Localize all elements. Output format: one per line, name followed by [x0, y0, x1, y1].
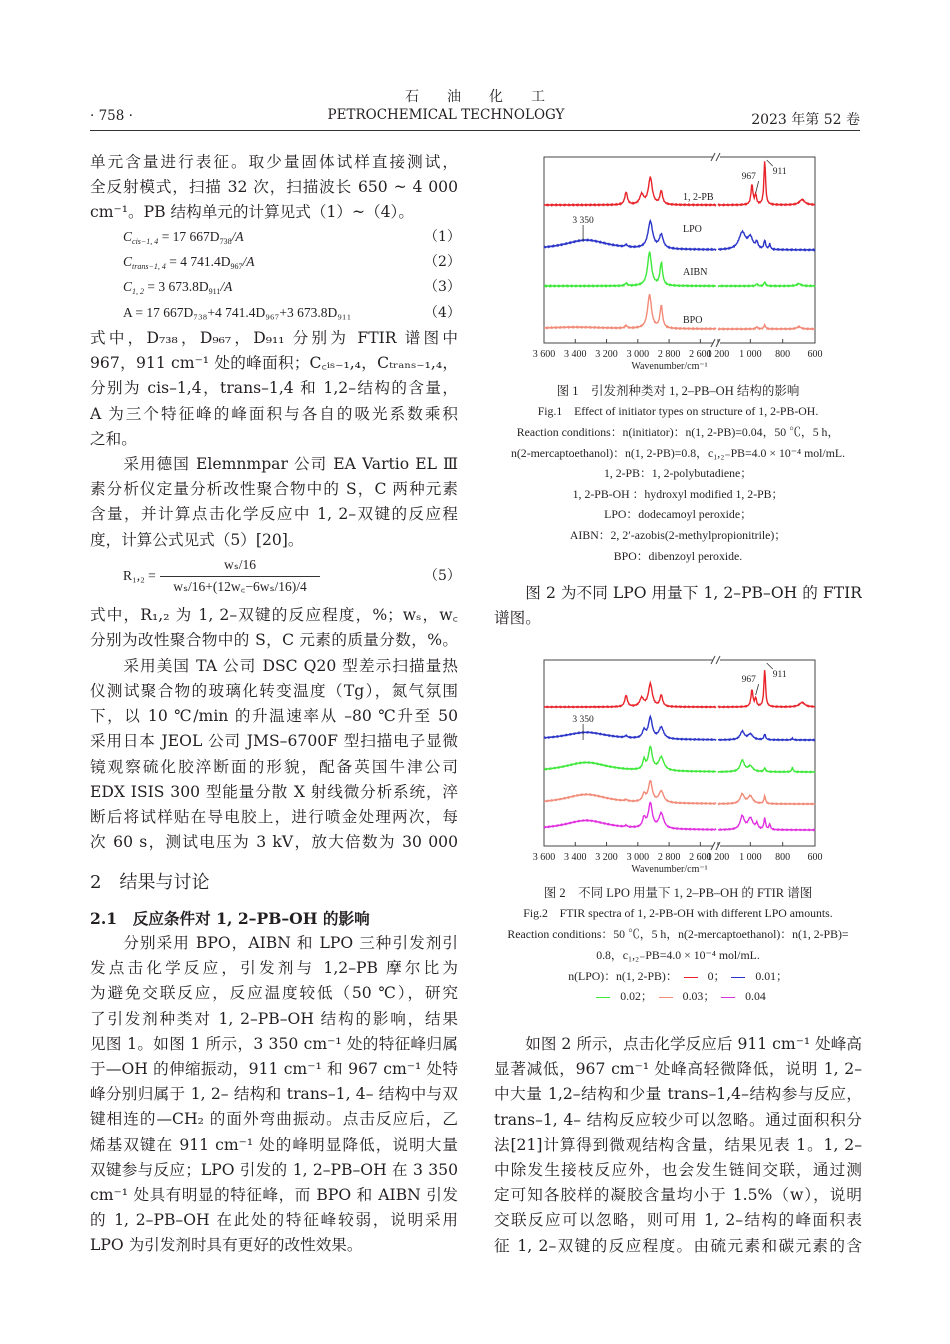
x-tick-label: 800 [775, 852, 791, 863]
fig1-caption-line: LPO：dodecamoyl peroxide； [604, 507, 752, 522]
eq-lhs: C [123, 254, 133, 269]
text-line: 定可知各胶样的凝胶含量均小于 1.5%（w），说明 [494, 1186, 862, 1205]
text-line: 断后将试样贴在导电胶上，进行喷金处理两次，每 [90, 808, 458, 826]
spectrum-line-12PB [718, 161, 815, 205]
legend-swatch [659, 997, 673, 998]
x-tick-label: 600 [807, 349, 823, 360]
peak-annotation: 911 [772, 670, 787, 680]
text-line: trans–1, 4– 结构反应较少可以忽略。通过面积积分 [494, 1110, 862, 1129]
eq-lhs: C [123, 279, 133, 294]
legend-prefix: n(LPO)：n(1, 2-PB)： [568, 969, 678, 983]
spectrum-line-0.02 [718, 760, 815, 773]
annotation-leader [756, 181, 759, 193]
eq-sub: 1, 2 [132, 287, 145, 296]
figure-2-chart [520, 648, 840, 878]
x-tick-label: 600 [807, 852, 823, 863]
text-line: 分别为改性聚合物中的 S，C 元素的质量分数，%。 [90, 631, 458, 650]
text-line: 中大量 1,2–结构和少量 trans–1,4–结构参与反应， [494, 1085, 862, 1104]
series-label: BPO [683, 315, 703, 326]
series-label: 1, 2-PB [683, 192, 714, 203]
eq-sub: 967 [230, 262, 243, 271]
x-tick-label: 800 [775, 349, 791, 360]
journal-title-en: PETROCHEMICAL TECHNOLOGY [327, 107, 565, 123]
text-line: 如图 2 所示，点击化学反应后 911 cm⁻¹ 处峰高 [494, 1035, 862, 1053]
x-tick-label: 3 200 [595, 349, 618, 360]
legend-swatch [721, 997, 735, 998]
fig1-caption-line: BPO：dibenzoyl peroxide. [613, 548, 743, 563]
equation-number: （1） [424, 229, 461, 245]
equation-2 [123, 252, 255, 277]
eq-lhs: C [123, 229, 133, 244]
text-line: 度，计算公式见式（5）[20]。 [90, 530, 304, 549]
equation-3 [123, 277, 232, 302]
text-line: 下，以 10 ℃/min 的升温速率从 –80 ℃升至 50 [90, 707, 458, 725]
x-tick-label: 3 400 [564, 349, 587, 360]
annotation-leader [767, 160, 773, 166]
text-line: 全反射模式，扫描 32 次，扫描波长 650 ~ 4 000 [90, 178, 458, 197]
eq-sub: cis−1, 4 [132, 237, 159, 246]
fig2-caption-line: 0.8，c₁,₂₋PB=4.0 × 10⁻⁴ mol/mL. [596, 948, 760, 962]
peak-annotation: 3 350 [572, 715, 594, 725]
spectrum-line-0.01 [718, 731, 815, 741]
x-tick-label: 3 000 [626, 349, 650, 360]
spectrum-line-0.04 [718, 815, 815, 830]
x-tick-label: 3 000 [626, 852, 650, 863]
peak-annotation: 967 [741, 172, 756, 182]
text-line: 为避免交联反应，反应温度较低（50 ℃），研究 [90, 984, 458, 1003]
text-line: 交联反应可以忽略，则可用 1, 2–结构的峰面积表 [494, 1211, 862, 1230]
fig2-caption-zh: 图 2 不同 LPO 用量下 1, 2–PB–OH 的 FTIR 谱图 [543, 886, 813, 900]
x-tick-label: 1 000 [739, 852, 762, 863]
text-line: 中除发生接枝反应外，也会发生链间交联，通过测 [494, 1161, 862, 1179]
text-line: 键相连的—CH₂ 的面外弯曲振动。点击反应后，乙 [90, 1110, 458, 1129]
legend-swatch [684, 977, 698, 978]
x-tick-label: 1 000 [739, 349, 762, 360]
text-line: 采用日本 JEOL 公司 JMS–6700F 型扫描电子显微 [90, 732, 458, 751]
text-line: 烯基双键在 911 cm⁻¹ 处的峰明显降低，说明大量 [90, 1135, 458, 1154]
spectrum-line-0.01 [544, 716, 716, 740]
figure-1-chart [520, 145, 840, 375]
legend-label: 0.01； [755, 969, 788, 983]
spectrum-line-0.03 [718, 793, 815, 804]
spectrum-line-BPO [718, 325, 815, 330]
page-number: · 758 · [90, 108, 133, 124]
text-line: 次 60 s，测试电压为 3 kV，放大倍数为 30 000 [90, 833, 458, 852]
fig2-caption-en: Fig.2 FTIR spectra of 1, 2-PB-OH with different LPO amounts. [523, 906, 833, 920]
fig1-caption-en: Fig.1 Effect of initiator types on structure of 1, 2-PB-OH. [537, 404, 819, 418]
x-tick-label: 2 800 [657, 852, 681, 863]
x-tick-label: 3 600 [532, 349, 556, 360]
text-line: 分别采用 BPO，AIBN 和 LPO 三种引发剂引 [90, 934, 458, 952]
spectrum-line-AIBN [718, 282, 815, 286]
fig2-legend-row [494, 966, 862, 987]
plot-frame [544, 660, 815, 846]
section-heading: 2 结果与讨论 [90, 872, 210, 893]
x-tick-label: 1 200 [706, 349, 730, 360]
x-axis-label: Wavenumber/cm⁻¹ [631, 361, 708, 372]
text-line: A 为三个特征峰的峰面积与各自的吸光系数乘积 [90, 404, 458, 423]
eq5-numerator: wₛ/16 [223, 557, 257, 572]
text-line: LPO 为引发剂时具有更好的改性效果。 [90, 1236, 363, 1255]
x-axis-label: Wavenumber/cm⁻¹ [631, 864, 708, 875]
fig1-caption-line: AIBN：2, 2′-azobis(2-methylpropionitrile)； [569, 528, 787, 542]
equation-number: （3） [424, 279, 461, 295]
text-line: 仪测试聚合物的玻璃化转变温度（Tg），氮气氛围 [90, 681, 458, 700]
fig2-legend-row [494, 986, 862, 1007]
text-line: 发点击化学反应，引发剂与 1,2–PB 摩尔比为 [90, 959, 458, 978]
text-line: 见图 1。如图 1 所示，3 350 cm⁻¹ 处的特征峰归属 [90, 1034, 458, 1053]
eq5-lhs: R₁,₂ = [123, 568, 156, 583]
text-line: 谱图。 [494, 609, 541, 628]
text-line: 征 1, 2–双键的反应程度。由硫元素和碳元素的含 [494, 1236, 862, 1255]
eq-tail: /A [220, 279, 233, 294]
text-line: 单元含量进行表征。取少量固体试样直接测试， [90, 153, 458, 171]
text-line: cm⁻¹ 处具有明显的特征峰，而 BPO 和 AIBN 引发 [90, 1186, 458, 1204]
peak-annotation: 3 350 [572, 216, 594, 226]
text-line: 峰分别归属于 1, 2– 结构和 trans–1, 4– 结构中与双 [90, 1085, 458, 1104]
x-tick-label: 3 200 [595, 852, 618, 863]
legend-label: 0； [707, 969, 726, 983]
annotation-leader [767, 663, 773, 669]
text-line: 双键参与反应；LPO 引发的 1, 2–PB–OH 在 3 350 [90, 1160, 458, 1179]
eq-rhs: = 3 673.8D [144, 279, 209, 294]
x-tick-label: 2 600 [689, 349, 712, 360]
fig1-caption-line: Reaction conditions：n(initiator)：n(1, 2-PB)=0.04，50 ℃，5 h， [516, 425, 840, 439]
eq-sub: 911 [208, 287, 221, 296]
subsection-heading: 2.1 反应条件对 1, 2–PB–OH 的影响 [90, 909, 370, 928]
text-line: cm⁻¹。PB 结构单元的计算见式（1）~（4）。 [90, 203, 414, 222]
x-tick-label: 2 800 [657, 349, 681, 360]
text-line: EDX ISIS 300 型能量分散 X 射线微分析系统，淬 [90, 782, 458, 801]
eq-sub: 738 [219, 237, 232, 246]
spectrum-line-0 [718, 670, 815, 707]
equation-4: A = 17 667D₇₃₈+4 741.4D₉₆₇+3 673.8D₉₁₁ [123, 305, 352, 320]
x-tick-label: 2 600 [689, 852, 712, 863]
text-line: 分别为 cis–1,4，trans–1,4 和 1,2–结构的含量， [90, 379, 458, 398]
eq-tail: /A [242, 254, 255, 269]
equation-1 [123, 227, 244, 252]
header-rule [90, 130, 860, 131]
text-line: 之和。 [90, 429, 137, 448]
text-line: 采用德国 Elemnmpar 公司 EA Vartio EL Ⅲ [123, 455, 458, 473]
fig1-caption-zh: 图 1 引发剂种类对 1, 2–PB–OH 结构的影响 [556, 384, 800, 398]
peak-annotation: 911 [772, 167, 787, 177]
text-line: 于—OH 的伸缩振动，911 cm⁻¹ 和 967 cm⁻¹ 处特 [90, 1060, 458, 1078]
fig1-caption-line: n(2-mercaptoethanol)：n(1, 2-PB)=0.8，c₁,₂₋PB=4.0 × 10⁻⁴ mol/mL. [510, 445, 846, 460]
x-tick-label: 3 600 [532, 852, 556, 863]
legend-swatch [596, 997, 610, 998]
legend-label: 0.03； [682, 989, 716, 1003]
text-line: 的 1, 2–PB–OH 在此处的特征峰较弱，说明采用 [90, 1211, 458, 1230]
eq-rhs: = 17 667D [158, 229, 220, 244]
journal-title-zh: 石 油 化 工 [405, 89, 545, 105]
eq-sub: trans−1, 4 [132, 262, 166, 271]
text-line: 图 2 为不同 LPO 用量下 1, 2–PB–OH 的 FTIR [494, 584, 862, 602]
spectrum-line-0.03 [544, 781, 716, 804]
eq-rhs: = 4 741.4D [165, 254, 231, 269]
text-line: 式中，D₇₃₈，D₉₆₇，D₉₁₁ 分别为 FTIR 谱图中 [90, 329, 458, 347]
annotation-leader [756, 684, 759, 695]
spectrum-line-0 [544, 683, 716, 708]
equation-number: （4） [424, 305, 461, 321]
x-tick-label: 1 200 [706, 852, 730, 863]
text-line: 含量，并计算点击化学反应中 1, 2–双键的反应程 [90, 505, 458, 524]
spectrum-line-LPO [718, 231, 815, 250]
equation-number: （2） [424, 254, 461, 270]
equation-number: （5） [424, 568, 461, 584]
text-line: 了引发剂种类对 1, 2–PB–OH 结构的影响，结果 [90, 1009, 458, 1028]
legend-label: 0.02； [620, 989, 653, 1003]
spectrum-line-0.04 [544, 803, 716, 831]
text-line: 显著减低，967 cm⁻¹ 处峰高轻微降低，说明 1, 2– [494, 1060, 862, 1079]
fig1-caption-line: 1, 2-PB-OH ：hydroxyl modified 1, 2-PB； [572, 486, 784, 501]
eq5-denominator: wₛ/16+(12w꜀−6wₛ/16)/4 [173, 579, 307, 594]
fig1-caption-line: 1, 2-PB：1, 2-polybutadiene； [603, 466, 753, 481]
fig2-caption-line: Reaction conditions：50 ℃，5 h，n(2-mercaptoethanol)：n(1, 2-PB)= [507, 927, 849, 941]
legend-swatch [731, 977, 745, 978]
eq-tail: /A [231, 229, 244, 244]
series-label: LPO [683, 224, 702, 235]
series-label: AIBN [683, 267, 708, 278]
text-line: 镜观察硫化胶淬断面的形貌，配备英国牛津公司 [90, 757, 458, 776]
x-tick-label: 3 400 [564, 852, 587, 863]
spectrum-line-0.02 [544, 747, 716, 773]
text-line: 式中，R₁,₂ 为 1, 2–双键的反应程度，%；wₛ，w꜀ [90, 606, 458, 624]
issue-info: 2023 年第 52 卷 [751, 112, 860, 128]
text-line: 967，911 cm⁻¹ 处的峰面积；C꜀ᵢₛ₋₁,₄，Cₜᵣₐₙₛ₋₁,₄， [90, 354, 458, 373]
text-line: 素分析仪定量分析改性聚合物中的 S，C 两种元素 [90, 480, 458, 499]
legend-label: 0.04 [745, 989, 766, 1003]
text-line: 采用美国 TA 公司 DSC Q20 型差示扫描量热 [90, 656, 458, 675]
text-line: 法[21]计算得到微观结构含量，结果见表 1。1, 2– [494, 1135, 862, 1154]
peak-annotation: 967 [741, 675, 756, 685]
